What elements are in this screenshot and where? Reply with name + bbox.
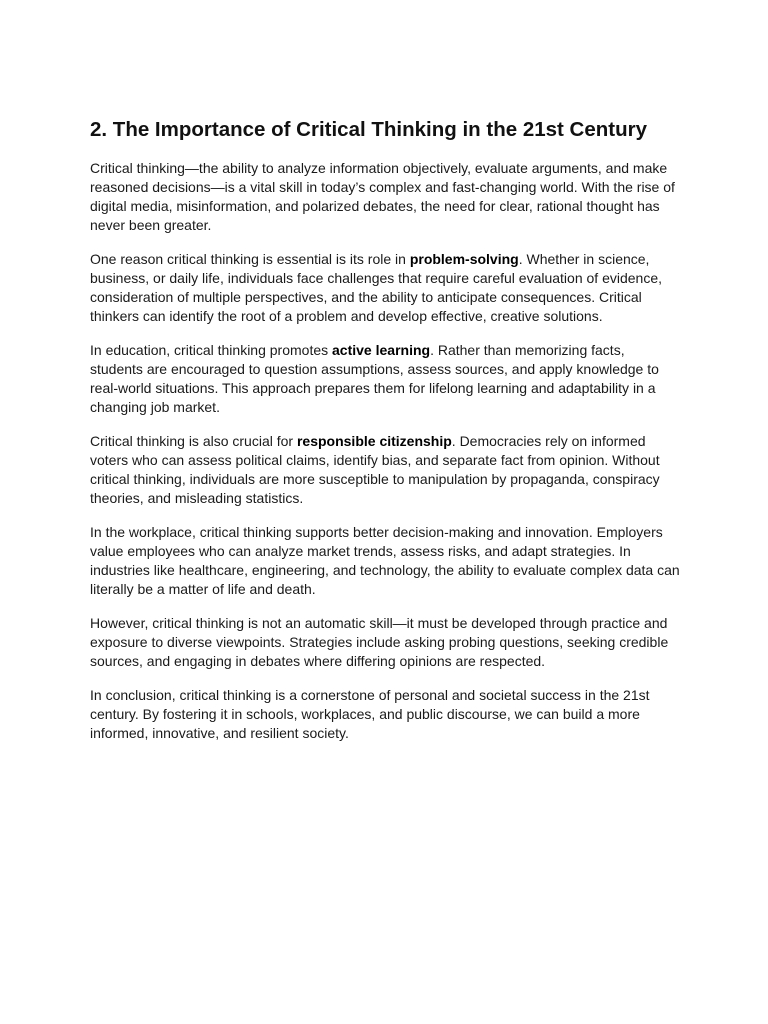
paragraph-text: In education, critical thinking promotes [90, 342, 333, 358]
paragraph-text: . Whether in science, business, or daily life, individuals face challenges that require careful evaluation of evidence, consideration of multiple perspectives, and the ability to anticipate consequences. Critical thinkers can identify the root of a problem and develop effective, creative solutions. [90, 251, 663, 324]
paragraph-education [90, 341, 680, 417]
paragraph-intro [90, 159, 680, 235]
paragraph-development [90, 614, 680, 671]
paragraph-text: One reason critical thinking is essential is its role in [90, 251, 410, 267]
bold-term-responsible-citizenship: responsible citizenship [296, 433, 452, 449]
document-page [90, 117, 680, 758]
paragraph-problem-solving [90, 250, 680, 326]
document-title: 2. The Importance of Critical Thinking in the 21st Century [90, 118, 648, 141]
paragraph-conclusion [90, 686, 680, 743]
paragraph-text: In the workplace, critical thinking supports better decision-making and innovation. Employers value employees who can analyze market trends, assess risks, and adapt strategies. In industries like healthcare, engineering, and technology, the ability to evaluate complex data can literally be a matter of life and death. [90, 524, 680, 597]
paragraph-text: Critical thinking is also crucial for [90, 433, 297, 449]
paragraph-text: However, critical thinking is not an automatic skill—it must be developed through practice and exposure to diverse viewpoints. Strategies include asking probing questions, seeking credible sources, and engaging in debates where differing opinions are respected. [90, 615, 669, 669]
bold-term-problem-solving: problem-solving [409, 251, 519, 267]
paragraph-workplace [90, 523, 680, 599]
paragraph-text: In conclusion, critical thinking is a cornerstone of personal and societal success in the 21st century. By fostering it in schools, workplaces, and public discourse, we can build a more informed, innovative, and resilient society. [90, 687, 650, 741]
bold-term-active-learning: active learning [332, 342, 431, 358]
paragraph-text: . Rather than memorizing facts, students are encouraged to question assumptions, assess sources, and apply knowledge to real-world situations. This approach prepares them for lifelong learning and adaptability in a changing job market. [90, 342, 659, 415]
paragraph-text: . Democracies rely on informed voters who can assess political claims, identify bias, and separate fact from opinion. Without critical thinking, individuals are more susceptible to manipulation by propaganda, conspiracy theories, and misleading statistics. [90, 433, 660, 506]
paragraph-text: Critical thinking—the ability to analyze information objectively, evaluate arguments, and make reasoned decisions—is a vital skill in today’s complex and fast-changing world. With the rise of digital media, misinformation, and polarized debates, the need for clear, rational thought has never been greater. [90, 160, 675, 233]
paragraph-citizenship [90, 432, 680, 508]
